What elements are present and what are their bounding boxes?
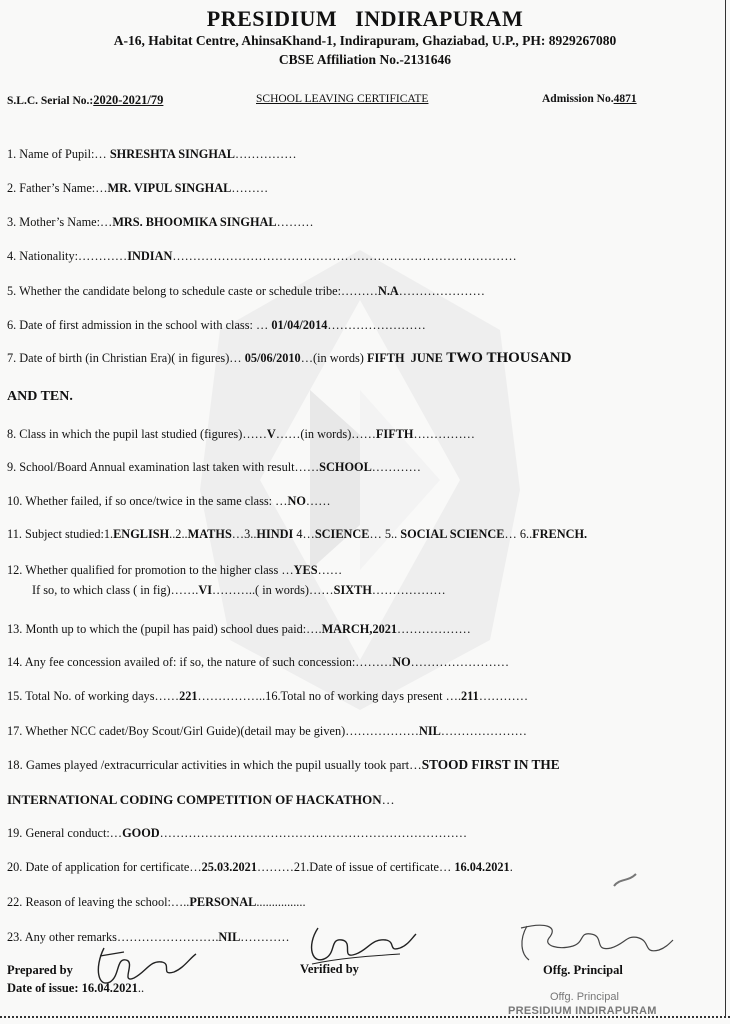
item-promotion-class: If so, to which class ( in fig)…….VI………..( in words)……SIXTH……………… xyxy=(32,583,446,597)
prepared-by-label: Prepared by xyxy=(7,963,73,977)
reason-leaving: PERSONAL xyxy=(189,895,257,909)
item-general-conduct: 19. General conduct:…GOOD………………………………………………………………… xyxy=(7,826,468,840)
serial-label: S.L.C. Serial No.: xyxy=(7,95,94,107)
other-remarks: NIL xyxy=(218,930,241,944)
item-mother-name: 3. Mother’s Name:…MRS. BHOOMIKA SINGHAL……… xyxy=(7,215,314,229)
serial-value: 2020-2021/79 xyxy=(93,93,164,107)
item-last-exam: 9. School/Board Annual examination last taken with result……SCHOOL………… xyxy=(7,460,421,474)
general-conduct: GOOD xyxy=(122,826,160,840)
caste-tribe: N.A xyxy=(377,284,399,298)
verified-by-label: Verified by xyxy=(300,962,359,976)
item-first-admission: 6. Date of first admission in the school with class: … 01/04/2014…………………… xyxy=(7,318,426,332)
item-games-activities: 18. Games played /extracurricular activities in which the pupil usually took part…STOOD FIRST IN THE xyxy=(7,757,560,772)
admission-number xyxy=(542,93,637,105)
issue-date: 16.04.2021 xyxy=(454,860,510,874)
item-date-of-birth-cont: AND TEN. xyxy=(7,389,73,404)
activities-detail: STOOD FIRST IN THE xyxy=(421,757,560,772)
admission-label: Admission No. xyxy=(542,93,614,105)
principal-label: Offg. Principal xyxy=(543,963,623,977)
first-admission-date: 01/04/2014 xyxy=(271,318,328,332)
stamp-school-name: PRESIDIUM INDIRAPURAM xyxy=(508,1005,657,1017)
subject-english: ENGLISH xyxy=(113,527,170,541)
item-dues-paid: 13. Month up to which the (pupil has paid) school dues paid:….MARCH,2021……………… xyxy=(7,622,471,636)
item-date-of-birth: 7. Date of birth (in Christian Era)( in figures)… 05/06/2010…(in words) FIFTH JUNE TWO THOUSAND xyxy=(7,350,572,366)
dues-paid-month: MARCH,2021 xyxy=(321,622,398,636)
last-class-figures: V xyxy=(266,427,276,441)
principal-signature xyxy=(515,920,675,966)
school-address: A-16, Habitat Centre, AhinsaKhand-1, Indirapuram, Ghaziabad, U.P., PH: 8929267080 xyxy=(113,33,617,48)
item-reason-leaving: 22. Reason of leaving the school:…..PERSONAL................ xyxy=(7,895,306,909)
item-name-of-pupil: 1. Name of Pupil:… SHRESHTA SINGHAL…………… xyxy=(7,147,297,161)
item-ncc-scout: 17. Whether NCC cadet/Boy Scout/Girl Guide)(detail may be given)………………NIL………………… xyxy=(7,724,527,738)
mother-name: MRS. BHOOMIKA SINGHAL xyxy=(112,215,277,229)
item-working-days: 15. Total No. of working days……221……………..16.Total no of working days present ….211………… xyxy=(7,689,528,703)
item-other-remarks: 23. Any other remarks…………………….NIL………… xyxy=(7,930,290,944)
dob-words-year: TWO THOUSAND xyxy=(442,350,572,366)
fee-concession: NO xyxy=(392,655,411,669)
stamp-principal: Offg. Principal xyxy=(550,991,619,1003)
item-games-activities-cont: INTERNATIONAL CODING COMPETITION OF HACKATHON… xyxy=(7,792,395,807)
ink-mark xyxy=(610,868,640,892)
subject-social-science: SOCIAL SCIENCE xyxy=(400,527,505,541)
subject-science: SCIENCE xyxy=(314,527,370,541)
item-subjects: 11. Subject studied:1.ENGLISH..2..MATHS…3..HINDI 4…SCIENCE… 5.. SOCIAL SCIENCE… 6..FRENCH. xyxy=(7,527,588,541)
affiliation-number: CBSE Affiliation No.-2131646 xyxy=(278,52,452,67)
item-father-name: 2. Father’s Name:…MR. VIPUL SINGHAL……… xyxy=(7,181,269,195)
nationality: INDIAN xyxy=(127,249,173,263)
admission-value: 4871 xyxy=(613,93,637,105)
date-of-issue-value: 16.04.2021 xyxy=(81,981,138,995)
item-nationality: 4. Nationality:…………INDIAN………………………………………………………………………… xyxy=(7,249,517,263)
date-of-issue: Date of issue: 16.04.2021.. xyxy=(7,981,145,995)
item-last-class: 8. Class in which the pupil last studied (figures)……V……(in words)……FIFTH…………… xyxy=(7,427,475,441)
dob-figures: 05/06/2010 xyxy=(244,351,301,365)
working-days-present: 211 xyxy=(461,689,479,703)
last-exam-result: SCHOOL xyxy=(319,460,372,474)
subject-maths: MATHS xyxy=(187,527,232,541)
item-caste-tribe: 5. Whether the candidate belong to schedule caste or schedule tribe:………N.A………………… xyxy=(7,284,485,298)
dob-words: FIFTH JUNE xyxy=(366,351,443,365)
father-name: MR. VIPUL SINGHAL xyxy=(107,181,232,195)
last-class-words: FIFTH xyxy=(375,427,414,441)
item-promotion: 12. Whether qualified for promotion to the higher class …YES…… xyxy=(7,563,343,577)
page-border-right xyxy=(725,0,726,1018)
item-whether-failed: 10. Whether failed, if so once/twice in the same class: …NO…… xyxy=(7,494,331,508)
serial-number xyxy=(7,93,163,108)
school-name: PRESIDIUM INDIRAPURAM xyxy=(206,6,524,31)
promotion-class-figures: VI xyxy=(198,583,212,597)
pupil-name: SHRESHTA SINGHAL xyxy=(109,147,235,161)
certificate-title: SCHOOL LEAVING CERTIFICATE xyxy=(256,93,429,105)
promotion-class-words: SIXTH xyxy=(333,583,372,597)
item-fee-concession: 14. Any fee concession availed of: if so, the nature of such concession:………NO…………………… xyxy=(7,655,510,669)
subject-hindi: HINDI xyxy=(256,527,294,541)
item-certificate-dates: 20. Date of application for certificate…25.03.2021………21.Date of issue of certificate… 16.04.2021. xyxy=(7,860,513,874)
subject-french: FRENCH. xyxy=(532,527,588,541)
application-date: 25.03.2021 xyxy=(201,860,257,874)
promotion-status: YES xyxy=(293,563,318,577)
failed-status: NO xyxy=(287,494,306,508)
ncc-scout-detail: NIL xyxy=(418,724,441,738)
total-working-days: 221 xyxy=(179,689,198,703)
